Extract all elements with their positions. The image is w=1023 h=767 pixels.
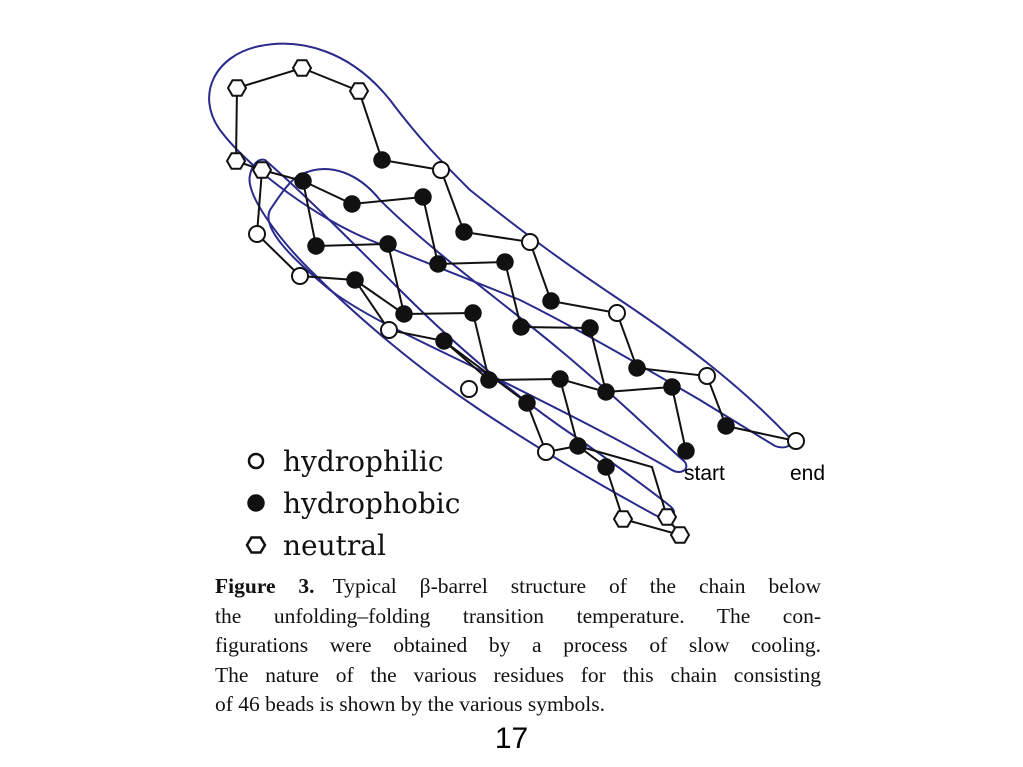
start-label: start bbox=[684, 462, 725, 485]
bead-hydrophobic bbox=[497, 254, 513, 270]
caption-line-5: of 46 beads is shown by the various symbols. bbox=[215, 692, 605, 716]
figure-caption bbox=[215, 572, 821, 720]
page-number: 17 bbox=[494, 722, 529, 755]
bead-hydrophobic bbox=[519, 395, 535, 411]
bead-neutral bbox=[228, 80, 246, 96]
bead-hydrophilic bbox=[522, 234, 538, 250]
bead-hydrophobic bbox=[582, 320, 598, 336]
caption-line-3: figurations were obtained by a process of slow cooling. bbox=[215, 633, 821, 657]
bead-hydrophobic bbox=[513, 319, 529, 335]
outer-outline bbox=[209, 44, 791, 448]
bead-hydrophilic bbox=[381, 322, 397, 338]
legend-label: hydrophilic bbox=[283, 444, 444, 478]
bead-hydrophilic bbox=[433, 162, 449, 178]
caption-line-1 bbox=[215, 572, 821, 602]
bead-hydrophobic bbox=[380, 236, 396, 252]
legend-label: hydrophobic bbox=[283, 486, 461, 520]
bead-hydrophilic bbox=[609, 305, 625, 321]
bead-neutral bbox=[350, 83, 368, 99]
caption-text: Typical β-barrel structure of the chain below bbox=[332, 574, 821, 598]
bead-neutral bbox=[227, 153, 245, 169]
bead-hydrophobic bbox=[430, 256, 446, 272]
bead-hydrophobic bbox=[374, 152, 390, 168]
bead-hydrophilic bbox=[461, 381, 477, 397]
bead-hydrophobic bbox=[598, 384, 614, 400]
bead-hydrophobic bbox=[415, 189, 431, 205]
filled-circle-icon bbox=[243, 490, 269, 516]
bond-strand-3 bbox=[303, 181, 606, 392]
bead-hydrophilic bbox=[249, 226, 265, 242]
hexagon-icon bbox=[243, 532, 269, 558]
bead-hydrophilic bbox=[538, 444, 554, 460]
bead-hydrophobic bbox=[347, 272, 363, 288]
bead-hydrophobic bbox=[456, 224, 472, 240]
bead-hydrophobic bbox=[396, 306, 412, 322]
bead-hydrophobic bbox=[552, 371, 568, 387]
legend-item-hydrophilic bbox=[243, 440, 460, 482]
legend-item-hydrophobic bbox=[243, 482, 460, 524]
bead-hydrophilic bbox=[292, 268, 308, 284]
bead-hydrophobic bbox=[436, 333, 452, 349]
bead-hydrophobic bbox=[465, 305, 481, 321]
hydrophilic-beads bbox=[249, 162, 804, 460]
bead-hydrophobic bbox=[664, 379, 680, 395]
end-label: end bbox=[790, 462, 826, 485]
bead-hydrophobic bbox=[344, 196, 360, 212]
caption-label: Figure 3. bbox=[215, 574, 315, 598]
bead-hydrophobic bbox=[481, 372, 497, 388]
bead-hydrophobic bbox=[308, 238, 324, 254]
bead-neutral bbox=[293, 60, 311, 76]
bead-hydrophobic bbox=[598, 459, 614, 475]
hollow-circle-icon bbox=[243, 448, 269, 474]
bead-hydrophobic bbox=[678, 443, 694, 459]
legend-item-neutral bbox=[243, 524, 460, 566]
caption-line-2: the unfolding–folding transition temperature. The con- bbox=[215, 603, 821, 628]
bead-neutral bbox=[253, 162, 271, 178]
bead-neutral bbox=[658, 509, 676, 525]
bead-hydrophilic bbox=[699, 368, 715, 384]
legend-label: neutral bbox=[283, 528, 386, 562]
legend bbox=[243, 440, 460, 566]
bead-neutral bbox=[614, 511, 632, 527]
bead-hydrophobic bbox=[570, 438, 586, 454]
caption-line-4: The nature of the various residues for this chain consisting bbox=[215, 662, 821, 687]
bead-hydrophobic bbox=[629, 360, 645, 376]
bead-hydrophilic bbox=[788, 433, 804, 449]
bead-hydrophobic bbox=[718, 418, 734, 434]
bead-neutral bbox=[671, 527, 689, 543]
bead-hydrophobic bbox=[543, 293, 559, 309]
bead-hydrophobic bbox=[295, 173, 311, 189]
